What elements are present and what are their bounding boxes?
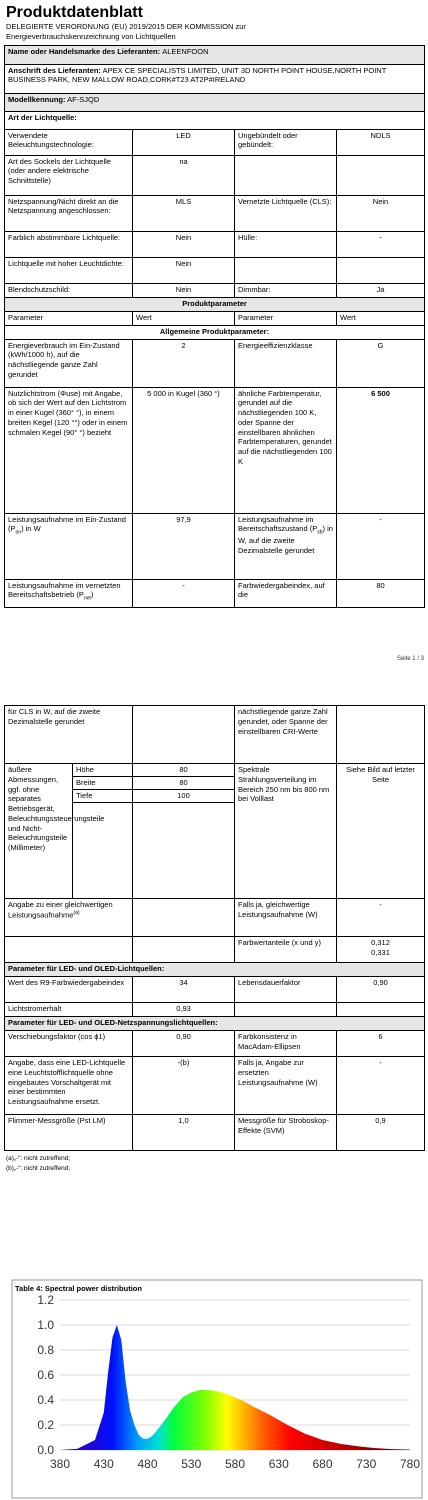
- param-label: Lichtstromerhalt: [5, 1003, 133, 1017]
- param-value: 97,9: [133, 513, 235, 579]
- dimensions-label: äußere Abmessungen, ggf. ohne separates Betriebsgerät, Beleuchtungssteuerungsteile und Nicht-Beleuchtungsteile (Millimeter): [5, 764, 73, 899]
- product-data-table: [4, 45, 425, 608]
- address-label: Anschrift des Lieferanten:: [8, 65, 101, 75]
- param-row: [5, 387, 425, 513]
- x-tick-label: 630: [268, 1457, 289, 1471]
- y-tick-label: 0.0: [37, 1443, 54, 1457]
- supplier-name-label: Name oder Handelsmarke des Lieferanten:: [8, 46, 161, 56]
- chroma-y: 0,331: [371, 947, 390, 957]
- type-label: Vernetzte Lichtquelle (CLS):: [235, 195, 337, 231]
- y-tick-label: 0.8: [37, 1343, 54, 1357]
- type-value: Nein: [133, 257, 235, 283]
- type-label: Lichtquelle mit hoher Leuchtdichte:: [5, 257, 133, 283]
- datasheet-page-2: [0, 705, 428, 1235]
- param-row: [5, 1003, 425, 1017]
- type-row: [5, 155, 425, 195]
- chroma-x: 0,312: [371, 938, 390, 947]
- x-tick-label: 480: [137, 1457, 158, 1471]
- param-label: Leistungsaufnahme im Ein-Zustand $(P_{on})$ in W: [5, 513, 133, 579]
- empty-cell: [133, 803, 235, 899]
- dims-row: [5, 764, 425, 777]
- param-label: Farbkonsistenz in MacAdam-Ellipsen: [235, 1031, 337, 1057]
- param-value: -: [133, 579, 235, 607]
- param-label: Messgröße für Stroboskop-Effekte (SVM): [235, 1115, 337, 1151]
- dimension-value: 80: [133, 777, 235, 790]
- type-label: Blendschutzschild:: [5, 283, 133, 297]
- param-row: [5, 1057, 425, 1115]
- param-value: -: [337, 899, 425, 937]
- type-value: NDLS: [337, 129, 425, 155]
- param-value: [133, 937, 235, 963]
- regulation-line-2: Energieverbrauchskennzeichnung von Lichtquellen: [6, 31, 176, 41]
- y-tick-label: 0.6: [37, 1368, 54, 1382]
- param-value: 0,93: [133, 1003, 235, 1017]
- param-label: Lebensdauerfaktor: [235, 977, 337, 1003]
- param-row: [5, 339, 425, 387]
- col-header-param: Parameter: [5, 311, 133, 325]
- y-tick-label: 1.0: [37, 1318, 54, 1332]
- type-label: Ungebündelt oder gebündelt:: [235, 129, 337, 155]
- type-label: Dimmbar:: [235, 283, 337, 297]
- led-params-header: Parameter für LED- und OLED-Lichtquellen:: [5, 963, 425, 977]
- param-label: Farbwertanteile (x und y): [235, 937, 337, 963]
- param-value: 2: [133, 339, 235, 387]
- param-value: [337, 937, 425, 963]
- column-header-row: [5, 311, 425, 325]
- param-value: G: [337, 339, 425, 387]
- supplier-name: ALEENFOON: [162, 46, 209, 56]
- type-value: na: [133, 155, 235, 195]
- param-label: Falls ja, gleichwertige Leistungsaufnahme (W): [235, 899, 337, 937]
- param-label: Leistungsaufnahme im Bereitschaftszustand $(P_{sb})$ in W, auf die zweite Dezimalstelle gerundet: [235, 513, 337, 579]
- param-label: [5, 937, 133, 963]
- spectral-power-chart: [0, 1278, 428, 1500]
- param-value: 0,9: [337, 1115, 425, 1151]
- supplier-address: APEX CE SPECIALISTS LIMITED, UNIT 3D NORTH POINT HOUSE,NORTH POINT BUSINESS PARK, NEW MALLOW ROAD,CORK#T23 AT2P#IRELAND: [8, 65, 387, 85]
- y-tick-label: 0.2: [37, 1418, 54, 1432]
- param-label: Nutzlichtstrom (Φuse) mit Angabe, ob sich der Wert auf den Lichtstrom in einer Kugel (360° °), in einem breiten Kegel (120 °°) oder in einem schmalen Kegel (90° °) bezieht: [5, 387, 133, 513]
- param-label: für CLS in W, auf die zweite Dezimalstelle gerundet: [5, 706, 133, 764]
- param-label: ähnliche Farbtemperatur, gerundet auf die nächstliegenden 100 K, oder Spanne der einstellbaren ähnlichen Farbtemperaturen, gerundet auf die nächstliegenden 100 K: [235, 387, 337, 513]
- x-tick-label: 730: [356, 1457, 377, 1471]
- product-data-table-continued: [4, 705, 425, 1151]
- param-label: Falls ja, Angabe zur ersetzten Leistungsaufnahme (W): [235, 1057, 337, 1115]
- param-value: 6: [337, 1031, 425, 1057]
- param-value: 34: [133, 977, 235, 1003]
- param-label: Energieverbrauch im Ein-Zustand (kWh/1000 h), auf die nächstliegende ganze Zahl gerundet: [5, 339, 133, 387]
- param-label: Energieeffizienzklasse: [235, 339, 337, 387]
- x-tick-label: 780: [399, 1457, 421, 1471]
- type-label: [235, 257, 337, 283]
- param-label: Angabe, dass eine LED-Lichtquelle eine Leuchtstofflichtquelle ohne eingebautes Vorschaltgerät mit einer bestimmten Leistungsaufnahme ersetzt.: [5, 1057, 133, 1115]
- param-label: Leistungsaufnahme im vernetzten Bereitschaftsbetrieb $(P_{net})$: [5, 579, 133, 607]
- type-label: Art des Sockels der Lichtquelle (oder andere elektrische Schnittstelle): [5, 155, 133, 195]
- param-value: 80: [337, 579, 425, 607]
- type-value: [337, 257, 425, 283]
- type-value: [337, 155, 425, 195]
- page-number: Seite 1 / 3: [396, 656, 424, 662]
- param-value: 6 500: [337, 387, 425, 513]
- param-value: -(b): [133, 1057, 235, 1115]
- param-row: [5, 1031, 425, 1057]
- footnote-a: (a)„-“: nicht zutreffend;: [6, 1155, 71, 1162]
- param-value: [337, 1003, 425, 1017]
- model-row: [5, 93, 425, 111]
- param-row: [5, 1115, 425, 1151]
- col-header-value: Wert: [133, 311, 235, 325]
- type-label: Verwendete Beleuchtungstechnologie:: [5, 129, 133, 155]
- type-value: LED: [133, 129, 235, 155]
- param-row: [5, 579, 425, 607]
- param-row: [5, 706, 425, 764]
- type-value: Nein: [133, 231, 235, 257]
- param-value: [337, 706, 425, 764]
- param-row: [5, 977, 425, 1003]
- general-params-header: Allgemeine Produktparameter:: [5, 325, 425, 339]
- col-header-value: Wert: [337, 311, 425, 325]
- y-tick-label: 0.4: [37, 1393, 54, 1407]
- type-value: MLS: [133, 195, 235, 231]
- spectrum-label: Spektrale Strahlungsverteilung im Bereich 250 nm bis 800 nm bei Volllast: [235, 764, 337, 899]
- dimension-name: Höhe: [73, 764, 133, 777]
- param-value: -: [337, 1057, 425, 1115]
- col-header-param: Parameter: [235, 311, 337, 325]
- type-value: Ja: [337, 283, 425, 297]
- type-value: -: [337, 231, 425, 257]
- param-label: [235, 1003, 337, 1017]
- param-value: 5 000 in Kugel (360 °): [133, 387, 235, 513]
- type-value: Nein: [133, 283, 235, 297]
- type-row: [5, 195, 425, 231]
- model-label: Modellkennung:: [8, 94, 66, 104]
- param-label: Wert des R9-Farbwiedergabeindex: [5, 977, 133, 1003]
- x-tick-label: 530: [181, 1457, 202, 1471]
- type-label: Farblich abstimmbare Lichtquelle:: [5, 231, 133, 257]
- param-label: Angabe zu einer gleichwertigen Leistungsaufnahme$^{(a)}$: [5, 899, 133, 937]
- page-title: Produktdatenblatt: [6, 4, 143, 21]
- type-value: Nein: [337, 195, 425, 231]
- spectrum-value: Siehe Bild auf letzter Seite: [337, 764, 425, 899]
- x-tick-label: 380: [49, 1457, 71, 1471]
- type-row: [5, 129, 425, 155]
- type-row: [5, 231, 425, 257]
- param-value: [133, 706, 235, 764]
- dimension-name: Tiefe: [73, 790, 133, 803]
- regulation-line: DELEGIERTE VERORDNUNG (EU) 2019/2015 DER KOMMISSION zur: [6, 22, 246, 31]
- param-row: [5, 899, 425, 937]
- param-row: [5, 937, 425, 963]
- param-label: Verschiebungsfaktor (cos ϕ1): [5, 1031, 133, 1057]
- spectral-chart-container: [0, 1278, 428, 1500]
- param-value: [133, 899, 235, 937]
- param-label: Farbwiedergabeindex, auf die: [235, 579, 337, 607]
- y-tick-label: 1.2: [37, 1293, 54, 1307]
- type-label: Hülle:: [235, 231, 337, 257]
- supplier-address-row: [5, 64, 425, 93]
- type-row: [5, 283, 425, 297]
- type-label: [235, 155, 337, 195]
- x-tick-label: 680: [312, 1457, 333, 1471]
- param-value: 0,90: [133, 1031, 235, 1057]
- param-value: -: [337, 513, 425, 579]
- mains-params-header: Parameter für LED- und OLED-Netzspannungslichtquellen:: [5, 1017, 425, 1031]
- model-id: AF-SJQD: [67, 94, 100, 104]
- light-source-type-header: Art der Lichtquelle:: [5, 111, 425, 129]
- dimension-value: 80: [133, 764, 235, 777]
- param-value: 1,0: [133, 1115, 235, 1151]
- x-tick-label: 430: [93, 1457, 114, 1471]
- dimension-value: 100: [133, 790, 235, 803]
- type-row: [5, 257, 425, 283]
- product-params-header: Produktparameter: [5, 297, 425, 311]
- dimension-name: Breite: [73, 777, 133, 790]
- footnote-b: (b)„-“: nicht zutreffend;: [6, 1165, 71, 1173]
- param-row: [5, 513, 425, 579]
- type-label: Netzspannung/Nicht direkt an die Netzspannung angeschlossen:: [5, 195, 133, 231]
- x-tick-label: 580: [224, 1457, 246, 1471]
- param-label: nächstliegende ganze Zahl gerundet, oder Spanne der einstellbaren CRI-Werte: [235, 706, 337, 764]
- datasheet-page-1: [0, 0, 428, 665]
- chart-title: Table 4: Spectral power distribution: [15, 1284, 142, 1293]
- supplier-name-row: [5, 45, 425, 64]
- param-label: Flimmer-Messgröße (Pst LM): [5, 1115, 133, 1151]
- param-value: 0,90: [337, 977, 425, 1003]
